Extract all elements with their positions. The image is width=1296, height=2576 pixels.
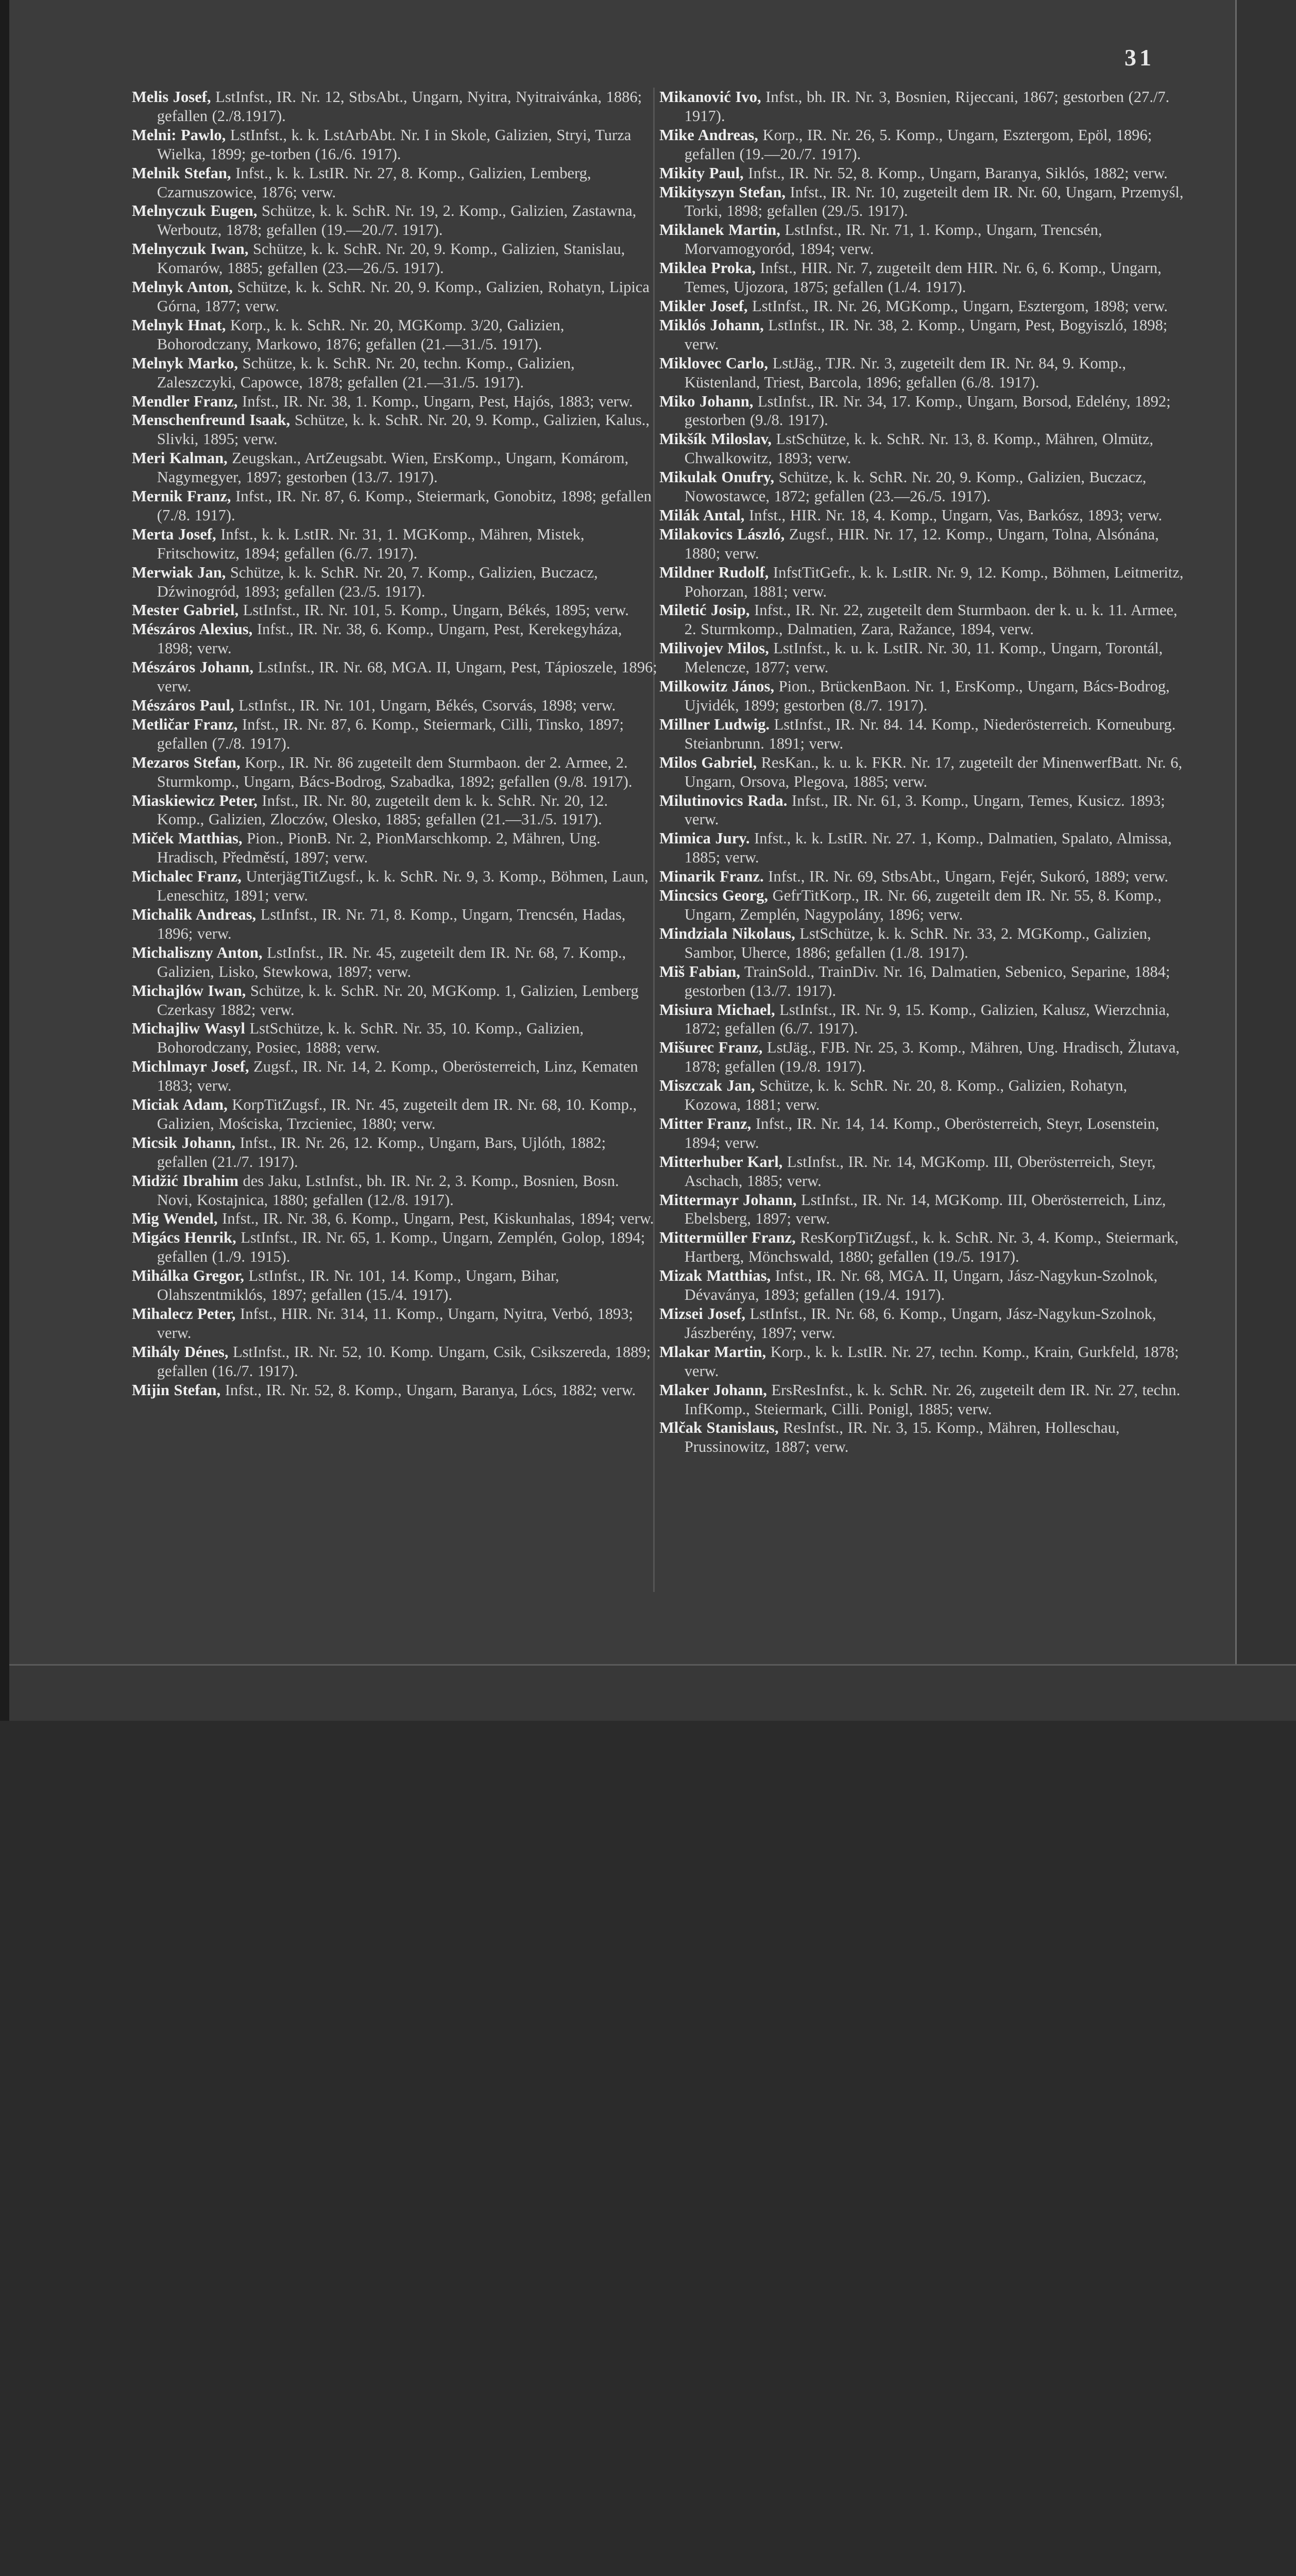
list-entry: [132, 316, 657, 354]
entry-name: Mindziala Nikolaus,: [659, 924, 795, 942]
entry-name: Milkowitz János,: [659, 677, 774, 696]
entry-details: Schütze, k. k. SchR. Nr. 20, MGKomp. 1, Galizien, Lemberg Czerkasy 1882; verw.: [157, 981, 639, 1019]
entry-details: LstInfst., k. k. LstArbAbt. Nr. I in Skole, Galizien, Stryi, Turza Wielka, 1899; ge-torben (16./6. 1917).: [157, 126, 632, 163]
entry-name: Melnyk Marko,: [132, 354, 238, 372]
entry-name: Metličar Franz,: [132, 715, 238, 733]
list-entry: [132, 601, 657, 620]
list-entry: [659, 886, 1185, 924]
entry-name: Mincsics Georg,: [659, 887, 769, 905]
entry-name: Melnik Stefan,: [132, 164, 231, 182]
list-entry: [132, 1172, 657, 1210]
list-entry: [132, 354, 657, 392]
list-entry: [659, 1228, 1185, 1266]
page-bottom-edge: [9, 1664, 1296, 1722]
entry-details: LstInfst., IR. Nr. 71, 8. Komp., Ungarn, Trencsén, Hadas, 1896; verw.: [157, 905, 626, 942]
entry-name: Michalec Franz,: [132, 868, 242, 886]
entry-name: Menschenfreund Isaak,: [132, 411, 291, 429]
entry-name: Miletić Josip,: [659, 601, 750, 619]
entry-name: Mimica Jury.: [659, 829, 750, 848]
entry-name: Milakovics László,: [659, 525, 785, 543]
list-entry: [132, 126, 657, 164]
left-column: [132, 88, 657, 1400]
entry-details: Schütze, k. k. SchR. Nr. 20, 7. Komp., Galizien, Buczacz, Dźwinogród, 1893; gefallen (23./5. 1917).: [157, 563, 598, 600]
list-entry: [659, 430, 1185, 468]
entry-name: Mišurec Franz,: [659, 1039, 763, 1057]
entry-details: ResKan., k. u. k. FKR. Nr. 17, zugeteilt der MinenwerfBatt. Nr. 6, Ungarn, Orsova, Plegova, 1885; verw.: [684, 753, 1183, 790]
entry-name: Michalik Andreas,: [132, 905, 257, 923]
list-entry: [132, 88, 657, 126]
entry-name: Mike Andreas,: [659, 126, 758, 144]
entry-details: ResInfst., IR. Nr. 3, 15. Komp., Mähren, Holleschau, Prussinowitz, 1887; verw.: [684, 1419, 1120, 1456]
entry-name: Mikulak Onufry,: [659, 468, 775, 486]
entry-name: Mikšík Miloslav,: [659, 430, 772, 448]
entry-details: Korp., IR. Nr. 26, 5. Komp., Ungarn, Esztergom, Epöl, 1896; gefallen (19.—20./7. 1917).: [684, 126, 1152, 163]
entry-details: Infst., HIR. Nr. 7, zugeteilt dem HIR. Nr. 6, 6. Komp., Ungarn, Temes, Ujozora, 1875; gefallen (1./4. 1917).: [684, 259, 1162, 296]
entry-name: Melnyk Hnat,: [132, 316, 226, 334]
entry-name: Mildner Rudolf,: [659, 563, 769, 581]
entry-details: LstInfst., IR. Nr. 38, 2. Komp., Ungarn, Pest, Bogyiszló, 1898; verw.: [684, 316, 1168, 353]
entry-name: Mészáros Paul,: [132, 697, 234, 714]
entry-details: LstInfst., IR. Nr. 71, 1. Komp., Ungarn, Trencsén, Morvamogyoród, 1894; verw.: [684, 221, 1102, 258]
entry-name: Mittermüller Franz,: [659, 1229, 796, 1247]
list-entry: [132, 392, 657, 411]
list-entry: [659, 829, 1185, 867]
list-entry: [659, 1381, 1185, 1419]
entry-details: Infst., IR. Nr. 10, zugeteilt dem IR. Nr. 60, Ungarn, Przemyśl, Torki, 1898; gefallen (29./5. 1917).: [684, 183, 1184, 220]
entry-details: Infst., HIR. Nr. 18, 4. Komp., Ungarn, Vas, Barkósz, 1893; verw.: [744, 506, 1163, 524]
list-entry: [659, 506, 1185, 525]
entry-details: Infst., IR. Nr. 87, 6. Komp., Steiermark, Cilli, Tinsko, 1897; gefallen (7./8. 1917).: [157, 715, 624, 752]
entry-details: LstInfst., IR. Nr. 12, StbsAbt., Ungarn, Nyitra, Nyitraivánka, 1886; gefallen (2./8.1917).: [157, 88, 642, 125]
entry-details: LstInfst., IR. Nr. 9, 15. Komp., Galizien, Kalusz, Wierzchnia, 1872; gefallen (6./7. 1917).: [684, 1001, 1170, 1038]
entry-name: Micsik Johann,: [132, 1133, 235, 1151]
list-entry: [132, 201, 657, 240]
entry-name: Minarik Franz.: [659, 868, 764, 886]
list-entry: [132, 1095, 657, 1133]
list-entry: [132, 829, 657, 867]
list-entry: [132, 620, 657, 658]
list-entry: [132, 1209, 657, 1228]
page-number: 31: [1124, 44, 1154, 71]
list-entry: [659, 791, 1185, 829]
list-entry: [132, 1019, 657, 1057]
list-entry: [659, 468, 1185, 506]
entry-details: Infst., IR. Nr. 69, StbsAbt., Ungarn, Fejér, Sukoró, 1889; verw.: [763, 868, 1168, 886]
entry-details: KorpTitZugsf., IR. Nr. 45, zugeteilt dem IR. Nr. 68, 10. Komp., Galizien, Mościska, Trzcieniec, 1880; verw.: [157, 1096, 637, 1132]
entry-details: GefrTitKorp., IR. Nr. 66, zugeteilt dem IR. Nr. 55, 8. Komp., Ungarn, Zemplén, Nagypolány, 1896; verw.: [684, 887, 1162, 923]
list-entry: [132, 1057, 657, 1095]
entry-name: Michajliw Wasyl: [132, 1020, 245, 1038]
list-entry: [132, 1304, 657, 1343]
entry-name: Melis Josef,: [132, 88, 211, 106]
entry-name: Mihálka Gregor,: [132, 1267, 244, 1285]
entry-details: Schütze, k. k. SchR. Nr. 20, 9. Komp., Galizien, Buczacz, Nowostawce, 1872; gefallen (23.—26./5. 1917).: [684, 468, 1147, 505]
entry-name: Merwiak Jan,: [132, 563, 226, 581]
list-entry: [659, 1343, 1185, 1381]
entry-details: LstJäg., TJR. Nr. 3, zugeteilt dem IR. Nr. 84, 9. Komp., Küstenland, Triest, Barcola, 1896; gefallen (6./8. 1917).: [684, 354, 1127, 391]
entry-name: Mizak Matthias,: [659, 1267, 771, 1285]
entry-name: Milák Antal,: [659, 506, 745, 524]
list-entry: [132, 1228, 657, 1266]
entry-details: ErsResInfst., k. k. SchR. Nr. 26, zugeteilt dem IR. Nr. 27, techn. InfKomp., Steiermark, Cilli. Ponigl, 1885; verw.: [684, 1381, 1181, 1418]
entry-details: LstInfst., IR. Nr. 52, 10. Komp. Ungarn, Csik, Csikszereda, 1889; gefallen (16./7. 1917).: [157, 1343, 651, 1380]
list-entry: [132, 525, 657, 563]
entry-details: Infst., IR. Nr. 38, 6. Komp., Ungarn, Pest, Kiskunhalas, 1894; verw.: [217, 1210, 654, 1228]
entry-details: LstInfst., IR. Nr. 45, zugeteilt dem IR. Nr. 68, 7. Komp., Galizien, Lisko, Stewkowa, 1897; verw.: [157, 943, 626, 980]
list-entry: [132, 411, 657, 449]
entry-details: LstInfst., k. u. k. LstIR. Nr. 30, 11. Komp., Ungarn, Torontál, Melencze, 1877; verw.: [684, 639, 1163, 676]
list-entry: [132, 164, 657, 202]
entry-details: LstInfst., IR. Nr. 84. 14. Komp., Niederösterreich. Korneuburg. Steianbrunn. 1891; verw.: [684, 715, 1176, 752]
list-entry: [659, 1191, 1185, 1229]
entry-name: Melnyczuk Eugen,: [132, 202, 258, 220]
entry-details: des Jaku, LstInfst., bh. IR. Nr. 2, 3. Komp., Bosnien, Bosn. Novi, Kostajnica, 1880; gefallen (12./8. 1917).: [157, 1172, 619, 1209]
entry-name: Merta Josef,: [132, 525, 216, 543]
entry-name: Midžić Ibrahim: [132, 1172, 238, 1190]
entry-details: UnterjägTitZugsf., k. k. SchR. Nr. 9, 3. Komp., Böhmen, Laun, Leneschitz, 1891; verw.: [157, 868, 649, 905]
entry-details: LstInfst., IR. Nr. 26, MGKomp., Ungarn, Esztergom, 1898; verw.: [747, 297, 1168, 315]
entry-name: Mezaros Stefan,: [132, 753, 241, 771]
list-entry: [659, 259, 1185, 297]
entry-name: Michlmayr Josef,: [132, 1058, 249, 1076]
entry-name: Mlčak Stanislaus,: [659, 1419, 779, 1437]
entry-name: Milutinovics Rada.: [659, 791, 788, 809]
list-entry: [659, 1304, 1185, 1343]
list-entry: [132, 791, 657, 829]
entry-details: Infst., IR. Nr. 52, 8. Komp., Ungarn, Baranya, Siklós, 1882; verw.: [743, 164, 1168, 182]
entry-name: Melni: Pawlo,: [132, 126, 226, 144]
entry-name: Mlaker Johann,: [659, 1381, 767, 1399]
list-entry: [659, 183, 1185, 221]
list-entry: [659, 392, 1185, 430]
entry-name: Mijin Stefan,: [132, 1381, 221, 1399]
entry-name: Misiura Michael,: [659, 1001, 775, 1019]
entry-name: Miš Fabian,: [659, 962, 740, 980]
list-entry: [659, 316, 1185, 354]
entry-name: Mester Gabriel,: [132, 601, 239, 619]
entry-name: Miszczak Jan,: [659, 1077, 755, 1095]
entry-details: TrainSold., TrainDiv. Nr. 16, Dalmatien, Sebenico, Separine, 1884; gestorben (13./7. 1917).: [684, 962, 1170, 999]
entry-name: Mikity Paul,: [659, 164, 744, 182]
entry-name: Melnyczuk Iwan,: [132, 240, 249, 258]
list-entry: [132, 1381, 657, 1400]
entry-details: LstInfst., IR. Nr. 101, Ungarn, Békés, Csorvás, 1898; verw.: [234, 697, 616, 714]
entry-name: Mitter Franz,: [659, 1114, 752, 1132]
list-entry: [132, 1266, 657, 1304]
entry-details: Infst., k. k. LstIR. Nr. 27. 1, Komp., Dalmatien, Spalato, Almissa, 1885; verw.: [684, 829, 1172, 867]
entry-details: Zeugskan., ArtZeugsabt. Wien, ErsKomp., Ungarn, Komárom, Nagymegyer, 1897; gestorben (13./7. 1917).: [157, 449, 629, 486]
viewer-footer: [0, 1721, 1296, 1828]
list-entry: [659, 525, 1185, 563]
list-entry: [659, 677, 1185, 715]
entry-name: Milivojev Milos,: [659, 639, 769, 657]
list-entry: [659, 126, 1185, 164]
entry-details: Infst., k. k. LstIR. Nr. 27, 8. Komp., Galizien, Lemberg, Czarnuszowice, 1876; verw.: [157, 164, 591, 201]
entry-details: LstInfst., IR. Nr. 14, MGKomp. III, Oberösterreich, Steyr, Aschach, 1885; verw.: [684, 1153, 1156, 1190]
entry-name: Mitterhuber Karl,: [659, 1153, 783, 1171]
entry-details: Infst., bh. IR. Nr. 3, Bosnien, Rijeccani, 1867; gestorben (27./7. 1917).: [684, 88, 1170, 125]
list-entry: [659, 715, 1185, 753]
entry-name: Miklovec Carlo,: [659, 354, 769, 372]
entry-name: Mittermayr Johann,: [659, 1191, 797, 1209]
entry-details: LstInfst., IR. Nr. 68, MGA. II, Ungarn, Pest, Tápioszele, 1896; verw.: [157, 658, 657, 696]
entry-details: Korp., k. k. LstIR. Nr. 27, techn. Komp., Krain, Gurkfeld, 1878; verw.: [684, 1343, 1179, 1380]
list-entry: [659, 924, 1185, 962]
entry-name: Mizsei Josef,: [659, 1305, 745, 1323]
entry-details: LstSchütze, k. k. SchR. Nr. 33, 2. MGKomp., Galizien, Sambor, Uherce, 1886; gefallen (1./8. 1917).: [684, 924, 1151, 961]
list-entry: [132, 278, 657, 316]
entry-details: LstSchütze, k. k. SchR. Nr. 35, 10. Komp., Galizien, Bohorodczany, Posiec, 1888; verw.: [157, 1020, 584, 1057]
list-entry: [132, 658, 657, 696]
entry-details: LstSchütze, k. k. SchR. Nr. 13, 8. Komp., Mähren, Olmütz, Chwalkowitz, 1893; verw.: [684, 430, 1154, 467]
entry-name: Mlakar Martin,: [659, 1343, 766, 1361]
entry-details: Schütze, k. k. SchR. Nr. 20, 8. Komp., Galizien, Rohatyn, Kozowa, 1881; verw.: [684, 1077, 1128, 1114]
right-column: [659, 88, 1185, 1456]
list-entry: [132, 943, 657, 981]
entry-details: Infst., IR. Nr. 38, 6. Komp., Ungarn, Pest, Kerekegyháza, 1898; verw.: [157, 620, 622, 657]
list-entry: [659, 88, 1185, 126]
entry-details: Infst., IR. Nr. 38, 1. Komp., Ungarn, Pest, Hajós, 1883; verw.: [237, 392, 633, 410]
entry-name: Miklea Proka,: [659, 259, 756, 277]
entry-name: Mészáros Johann,: [132, 658, 253, 676]
entry-details: Schütze, k. k. SchR. Nr. 20, 9. Komp., Galizien, Stanislau, Komarów, 1885; gefallen (23.—26./5. 1917).: [157, 240, 625, 277]
list-entry: [659, 639, 1185, 677]
list-entry: [659, 164, 1185, 183]
list-entry: [132, 1133, 657, 1172]
entry-details: Zugsf., IR. Nr. 14, 2. Komp., Oberösterreich, Linz, Kematen 1883; verw.: [157, 1058, 638, 1095]
entry-details: LstInfst., IR. Nr. 34, 17. Komp., Ungarn, Borsod, Edelény, 1892; gestorben (9./8. 1917).: [684, 392, 1171, 429]
entry-name: Mendler Franz,: [132, 392, 238, 410]
entry-details: Schütze, k. k. SchR. Nr. 20, 9. Komp., Galizien, Kalus., Slivki, 1895; verw.: [157, 411, 650, 448]
list-entry: [659, 297, 1185, 316]
list-entry: [132, 240, 657, 278]
entry-name: Mihály Dénes,: [132, 1343, 229, 1361]
entry-name: Michajlów Iwan,: [132, 981, 246, 999]
page-edge: [1235, 0, 1296, 1721]
entry-name: Miko Johann,: [659, 392, 754, 410]
list-entry: [132, 1343, 657, 1381]
entry-details: LstInfst., IR. Nr. 14, MGKomp. III, Oberösterreich, Linz, Ebelsberg, 1897; verw.: [684, 1191, 1166, 1228]
entry-details: Korp., IR. Nr. 86 zugeteilt dem Sturmbaon. der 2. Armee, 2. Sturmkomp., Ungarn, Bács-Bodrog, Szabadka, 1892; gefallen (9./8. 1917).: [157, 753, 633, 790]
entry-details: Pion., BrückenBaon. Nr. 1, ErsKomp., Ungarn, Bács-Bodrog, Ujvidék, 1899; gestorben (8./7. 1917).: [684, 677, 1170, 714]
entry-name: Millner Ludwig.: [659, 715, 770, 733]
list-entry: [659, 563, 1185, 601]
entry-details: Infst., IR. Nr. 22, zugeteilt dem Sturmbaon. der k. u. k. 11. Armee, 2. Sturmkomp., Dalmatien, Zara, Ražance, 1894, verw.: [684, 601, 1178, 638]
entry-name: Mikler Josef,: [659, 297, 748, 315]
entry-name: Melnyk Anton,: [132, 278, 233, 296]
entry-details: Infst., HIR. Nr. 314, 11. Komp., Ungarn, Nyitra, Verbó, 1893; verw.: [157, 1305, 633, 1342]
list-entry: [659, 354, 1185, 392]
entry-details: InfstTitGefr., k. k. LstIR. Nr. 9, 12. Komp., Böhmen, Leitmeritz, Pohorzan, 1881; verw.: [684, 563, 1184, 600]
entry-details: Infst., IR. Nr. 61, 3. Komp., Ungarn, Temes, Kusicz. 1893; verw.: [684, 791, 1165, 828]
entry-name: Miklanek Martin,: [659, 221, 780, 239]
entry-details: Infst., IR. Nr. 26, 12. Komp., Ungarn, Bars, Ujlóth, 1882; gefallen (21./7. 1917).: [157, 1133, 606, 1171]
entry-details: Infst., IR. Nr. 52, 8. Komp., Ungarn, Baranya, Lócs, 1882; verw.: [220, 1381, 636, 1399]
entry-name: Mernik Franz,: [132, 487, 231, 505]
list-entry: [659, 221, 1185, 259]
entry-details: Infst., k. k. LstIR. Nr. 31, 1. MGKomp., Mähren, Mistek, Fritschowitz, 1894; gefallen (6./7. 1917).: [157, 525, 585, 562]
list-entry: [132, 753, 657, 791]
list-entry: [659, 753, 1185, 791]
entry-name: Mikityszyn Stefan,: [659, 183, 786, 201]
list-entry: [659, 1114, 1185, 1153]
list-entry: [659, 1153, 1185, 1191]
entry-name: Mikanović Ivo,: [659, 88, 761, 106]
list-entry: [132, 905, 657, 943]
entry-name: Miklós Johann,: [659, 316, 764, 334]
entry-name: Mészáros Alexius,: [132, 620, 253, 638]
entry-details: LstJäg., FJB. Nr. 25, 3. Komp., Mähren, Ung. Hradisch, Žlutava, 1878; gefallen (19./8. 1917).: [684, 1039, 1180, 1076]
entry-name: Miaskiewicz Peter,: [132, 791, 258, 809]
entry-name: Michaliszny Anton,: [132, 943, 263, 961]
entry-name: Mihalecz Peter,: [132, 1305, 236, 1323]
entry-details: Infst., IR. Nr. 87, 6. Komp., Steiermark, Gonobitz, 1898; gefallen (7./8. 1917).: [157, 487, 652, 524]
entry-details: ResKorpTitZugsf., k. k. SchR. Nr. 3, 4. Komp., Steiermark, Hartberg, Mönchswald, 1880; gefallen (19./5. 1917).: [684, 1229, 1179, 1266]
list-entry: [659, 1418, 1185, 1456]
entry-name: Miček Matthias,: [132, 829, 243, 848]
list-entry: [132, 449, 657, 487]
list-entry: [132, 867, 657, 905]
list-entry: [132, 981, 657, 1020]
entry-name: Meri Kalman,: [132, 449, 228, 467]
entry-details: Zugsf., HIR. Nr. 17, 12. Komp., Ungarn, Tolna, Alsónána, 1880; verw.: [684, 525, 1159, 562]
list-entry: [659, 867, 1185, 886]
list-entry: [659, 1038, 1185, 1076]
entry-name: Mig Wendel,: [132, 1210, 218, 1228]
list-entry: [132, 563, 657, 601]
list-entry: [132, 715, 657, 753]
entry-details: Infst., IR. Nr. 68, MGA. II, Ungarn, Jász-Nagykun-Szolnok, Dévaványa, 1893; gefallen (19./4. 1917).: [684, 1267, 1158, 1304]
entry-details: Schütze, k. k. SchR. Nr. 20, 9. Komp., Galizien, Rohatyn, Lipica Górna, 1877; verw.: [157, 278, 650, 315]
entry-details: Infst., IR. Nr. 80, zugeteilt dem k. k. SchR. Nr. 20, 12. Komp., Galizien, Zloczów, Olesko, 1885; gefallen (21.—31./5. 1917).: [157, 791, 608, 828]
entry-name: Miciak Adam,: [132, 1096, 228, 1114]
list-entry: [659, 601, 1185, 639]
list-entry: [132, 696, 657, 715]
entry-details: LstInfst., IR. Nr. 101, 14. Komp., Ungarn, Bihar, Olahszentmiklós, 1897; gefallen (15./4. 1917).: [157, 1267, 559, 1304]
entry-details: Schütze, k. k. SchR. Nr. 20, techn. Komp., Galizien, Zaleszczyki, Capowce, 1878; gefallen (21.—31./5. 1917).: [157, 354, 575, 391]
entry-details: Schütze, k. k. SchR. Nr. 19, 2. Komp., Galizien, Zastawna, Werboutz, 1878; gefallen (19.—20./7. 1917).: [157, 202, 637, 239]
entry-details: Pion., PionB. Nr. 2, PionMarschkomp. 2, Mähren, Ung. Hradisch, Předměstí, 1897; verw.: [157, 829, 601, 867]
entry-details: Korp., k. k. SchR. Nr. 20, MGKomp. 3/20, Galizien, Bohorodczany, Markowo, 1876; gefallen (21.—31./5. 1917).: [157, 316, 565, 353]
entry-name: Migács Henrik,: [132, 1229, 236, 1247]
entry-details: LstInfst., IR. Nr. 101, 5. Komp., Ungarn, Békés, 1895; verw.: [238, 601, 629, 619]
entry-details: LstInfst., IR. Nr. 68, 6. Komp., Ungarn, Jász-Nagykun-Szolnok, Jászberény, 1897; verw.: [684, 1305, 1156, 1342]
list-entry: [132, 487, 657, 525]
entry-details: Infst., IR. Nr. 14, 14. Komp., Oberösterreich, Steyr, Losenstein, 1894; verw.: [684, 1114, 1159, 1151]
list-entry: [659, 1266, 1185, 1304]
entry-details: LstInfst., IR. Nr. 65, 1. Komp., Ungarn, Zemplén, Golop, 1894; gefallen (1./9. 1915).: [157, 1229, 645, 1266]
list-entry: [659, 1001, 1185, 1039]
list-entry: [659, 1076, 1185, 1114]
entry-name: Milos Gabriel,: [659, 753, 757, 771]
list-entry: [659, 962, 1185, 1001]
